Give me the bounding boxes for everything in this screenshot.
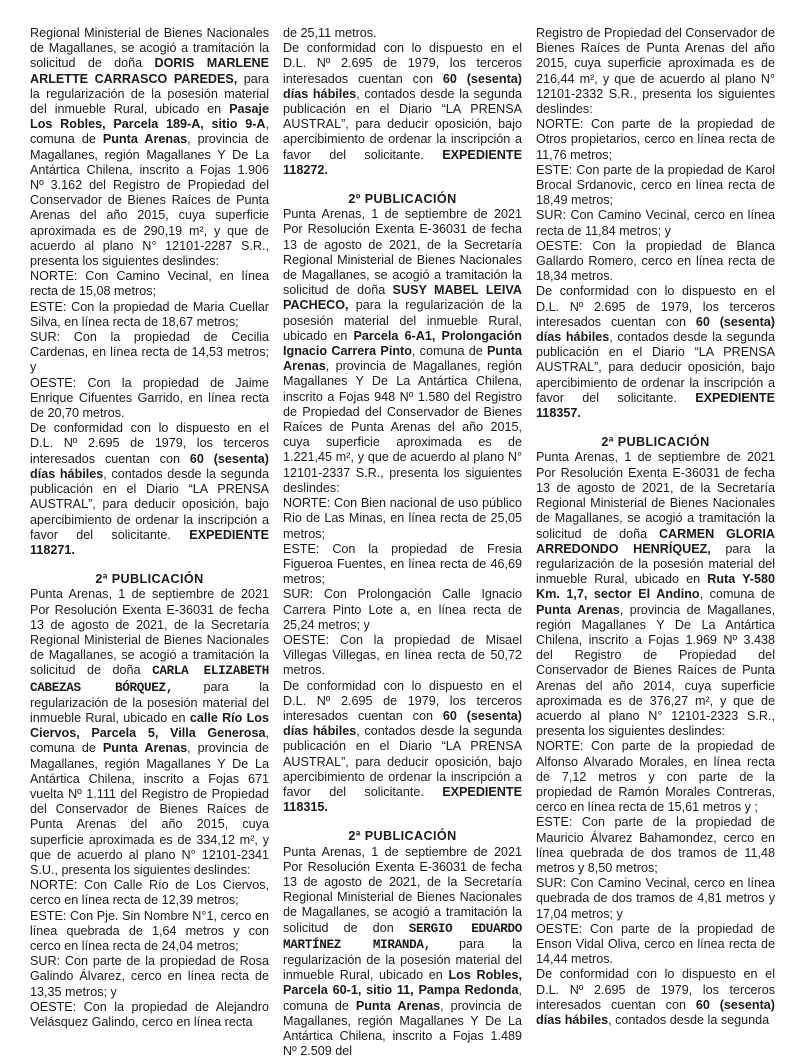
notice-paragraph bbox=[536, 739, 775, 815]
bold-text: Punta Arenas bbox=[536, 602, 620, 617]
text-run: NORTE: Con parte de la propiedad de Otros propietarios, cerco en línea recta de 11,76 metros; bbox=[536, 117, 775, 162]
bold-text: calle Río Los Ciervos, Parcela 5, Villa Generosa bbox=[30, 710, 269, 741]
text-run: ESTE: Con parte de la propiedad de Karol Brocal Srdanovic, cerco en línea recta de 18,49 metros; bbox=[536, 162, 775, 208]
text-run: para la regularización de la posesión material del inmueble Rural, ubicado en bbox=[30, 679, 269, 725]
notice-paragraph bbox=[283, 41, 522, 178]
text-run: De conformidad con lo dispuesto en el D.L. Nº 2.695 de 1979, los terceros interesados cuentan con bbox=[536, 284, 775, 329]
publication-heading bbox=[283, 192, 522, 207]
notice-paragraph bbox=[30, 954, 269, 1000]
bold-text: CARMEN GLORIA ARREDONDO HENRÍQUEZ, bbox=[536, 526, 775, 556]
text-run: SUR: Con Camino Vecinal, cerco en línea quebrada de dos tramos de 4,81 metros y 17,04 metros; y bbox=[536, 876, 775, 921]
text-run: OESTE: Con parte de la propiedad de Enson Vidal Oliva, cerco en línea recta de 14,44 metros. bbox=[536, 921, 775, 967]
text-run: , contados desde la segunda publicación en el Diario “LA PRENSA AUSTRAL”, para deducir oposición, bajo apercibimiento de ordenar la inscripción a favor del solicitante. bbox=[283, 86, 522, 162]
bold-text: 60 (sesenta) días hábiles bbox=[283, 71, 522, 101]
notice-paragraph bbox=[30, 269, 269, 299]
text-run: OESTE: Con la propiedad de Misael Villegas Villegas, en línea recta de 50,72 metros. bbox=[283, 632, 522, 678]
notice-paragraph bbox=[30, 300, 269, 330]
text-run: , comuna de bbox=[30, 117, 269, 147]
notice-paragraph bbox=[283, 679, 522, 816]
text-run: De conformidad con lo dispuesto en el D.L. Nº 2.695 de 1979, los terceros interesados cuentan con bbox=[536, 967, 775, 1012]
bold-text: SUSY MABEL LEIVA PACHECO, bbox=[283, 283, 522, 313]
notice-paragraph bbox=[536, 284, 775, 421]
column-middle bbox=[283, 26, 523, 1059]
text-run: para la regularización de la posesión material del inmueble Rural, ubicado en bbox=[536, 541, 775, 587]
notice-paragraph bbox=[536, 815, 775, 876]
bold-text: EXPEDIENTE 118357. bbox=[536, 390, 775, 421]
notice-paragraph bbox=[30, 376, 269, 422]
text-run: Regional Ministerial de Bienes Nacionales de Magallanes, se acogió a tramitación la solicitud de doña bbox=[30, 26, 269, 71]
text-run: para la regularización de la posesión material del inmueble Rural, ubicado en bbox=[283, 936, 522, 983]
text-run: , comuna de bbox=[30, 726, 269, 756]
text-run: De conformidad con lo dispuesto en el D.L. Nº 2.695 de 1979, los terceros interesados cuentan con bbox=[283, 41, 522, 86]
bold-text: EXPEDIENTE 118315. bbox=[283, 784, 522, 815]
notice-paragraph bbox=[283, 587, 522, 633]
bold-text: Punta Arenas bbox=[102, 741, 188, 756]
text-run: De conformidad con lo dispuesto en el D.L. Nº 2.695 de 1979, los terceros interesados cuentan con bbox=[283, 678, 522, 723]
notice-paragraph bbox=[30, 330, 269, 376]
text-run: SUR: Con parte de la propiedad de Rosa Galindo Álvarez, cerco en línea recta de 13,35 metros; y bbox=[30, 954, 269, 999]
text-run: , provincia de Magallanes, región Magallanes Y De La Antártica Chilena, inscrito a Fojas 948 Nº 1.580 del Registro de Propiedad del Conservador de Bienes Raíces de Punta Arenas del año 2015, cuya superficie aproximada es de 1.221,45 m², y que de acuerdo al plano N° 12101-2337 S.R., presenta los siguientes deslindes: bbox=[283, 359, 522, 495]
column-left bbox=[30, 26, 270, 1029]
bold-text: Parcela 6-A1, Prolongación Ignacio Carrera Pinto bbox=[283, 328, 523, 359]
text-run: 2º PUBLICACIÓN bbox=[348, 192, 457, 207]
column-right bbox=[536, 26, 776, 1027]
text-run: NORTE: Con parte de la propiedad de Alfonso Alvarado Morales, en línea recta de 7,12 metros y con parte de la propiedad de Ramón Morales Contreras, cerco en línea recta de 15,61 metros y ; bbox=[536, 739, 775, 815]
text-run: , comuna de bbox=[283, 983, 522, 1013]
text-run: 2ª PUBLICACIÓN bbox=[601, 435, 710, 450]
text-run: ESTE: Con la propiedad de Maria Cuellar Silva, en línea recta de 18,67 metros; bbox=[30, 299, 269, 329]
text-run: , contados desde la segunda publicación en el Diario “LA PRENSA AUSTRAL”, para deducir oposición, bajo apercibimiento de ordenar la inscripción a favor del solicitante. bbox=[30, 466, 269, 542]
text-run: ESTE: Con la propiedad de Fresia Figueroa Fuentes, en línea recta de 46,69 metros; bbox=[283, 541, 522, 587]
text-run: , contados desde la segunda bbox=[608, 1013, 770, 1027]
text-run: SUR: Con Prolongación Calle Ignacio Carrera Pinto Lote a, en línea recta de 25,24 metros; y bbox=[283, 587, 522, 632]
notice-paragraph bbox=[536, 117, 775, 163]
text-run: SUR: Con la propiedad de Cecilia Cardenas, en línea recta de 14,53 metros; y bbox=[30, 330, 269, 375]
text-run: Punta Arenas, 1 de septiembre de 2021 Por Resolución Exenta E-36031 de fecha 13 de agosto de 2021, de la Secretaría Regional Ministerial de Bienes Nacionales de Magallanes, se acogió a tramitación la solicitud de doña bbox=[30, 587, 269, 678]
bold-text: Pasaje Los Robles, Parcela 189-A, sitio 9-A bbox=[30, 102, 269, 132]
text-run: 2ª PUBLICACIÓN bbox=[348, 829, 457, 844]
notice-paragraph bbox=[30, 587, 269, 878]
text-run: NORTE: Con Camino Vecinal, en línea recta de 15,08 metros; bbox=[30, 269, 269, 299]
text-run: Punta Arenas, 1 de septiembre de 2021 Por Resolución Exenta E-36031 de fecha 13 de agosto de 2021, de la Secretaría Regional Ministerial de Bienes Nacionales de Magallanes, se acogió a tramitación la solicitud de doña bbox=[536, 450, 775, 541]
text-run: Punta Arenas, 1 de septiembre de 2021 Por Resolución Exenta E-36031 de fecha 13 de agosto de 2021, de la Secretaría Regional Ministerial de Bienes Nacionales de Magallanes, se acogió a tramitación la solicitud de doña bbox=[283, 207, 522, 298]
text-run: para la regularización de la posesión material del inmueble Rural, ubicado en bbox=[283, 298, 522, 343]
notice-paragraph bbox=[30, 26, 269, 269]
text-run: , provincia de Magallanes, región Magallanes Y De La Antártica Chilena, inscrito a Fojas 1.906 Nº 3.162 del Registro de Propiedad del Conservador de Bienes Raíces de Punta Arenas del año 2015, cuya superficie aproximada es de 290,19 m², y que de acuerdo al plano N° 12101-2287 S.R., presenta los siguientes deslindes: bbox=[30, 132, 270, 269]
text-run: 2ª PUBLICACIÓN bbox=[95, 572, 204, 587]
notice-paragraph bbox=[30, 1000, 269, 1030]
text-run: para la regularización de la posesión material del inmueble Rural, ubicado en bbox=[30, 71, 269, 117]
bold-text: Los Robles, Parcela 60-1, sitio 11, Pampa Redonda bbox=[283, 968, 523, 998]
bold-text: 60 (sesenta) días hábiles bbox=[536, 997, 775, 1027]
notice-paragraph bbox=[283, 633, 522, 679]
text-run: , comuna de bbox=[411, 344, 488, 359]
text-run: OESTE: Con la propiedad de Blanca Gallardo Romero, cerco en línea recta de 18,34 metros. bbox=[536, 238, 775, 284]
bold-text: 60 (sesenta) días hábiles bbox=[536, 314, 775, 345]
notice-paragraph bbox=[283, 542, 522, 588]
publication-heading bbox=[536, 435, 775, 450]
text-run: de 25,11 metros. bbox=[283, 26, 377, 40]
text-run: , provincia de Magallanes, región Magallanes Y De La Antártica Chilena, inscrito a Fojas 1.969 Nº 3.438 del Registro de Propiedad del Conservador de Bienes Raíces de Punta Arenas del año 2014, cuya superficie aproximada es de 376,27 m², y que de acuerdo al plano N° 12101-2323 S.R., presenta los siguientes deslindes: bbox=[536, 602, 776, 739]
notice-paragraph bbox=[536, 967, 775, 1028]
text-run: ESTE: Con Pje. Sin Nombre N°1, cerco en línea quebrada de 1,64 metros y con cerco en línea recta de 24,04 metros; bbox=[30, 908, 269, 953]
bold-text: Ruta Y-580 Km. 1,7, sector El Andino bbox=[536, 572, 776, 602]
text-run: Punta Arenas, 1 de septiembre de 2021 Por Resolución Exenta E-36031 de fecha 13 de agosto de 2021, de la Secretaría Regional Ministerial de Bienes Nacionales de Magallanes, se acogió a tramitación la solicitud de don bbox=[283, 844, 522, 935]
notice-paragraph bbox=[536, 163, 775, 209]
text-run: , provincia de Magallanes, región Magallanes Y De La Antártica Chilena, inscrito a Fojas 1.489 Nº 2.509 del bbox=[283, 998, 523, 1059]
bold-text: EXPEDIENTE 118271. bbox=[30, 527, 269, 557]
text-run: OESTE: Con la propiedad de Jaime Enrique Cifuentes Garrido, en línea recta de 20,70 metros. bbox=[30, 375, 269, 421]
publication-heading bbox=[283, 829, 522, 844]
text-run: , contados desde la segunda publicación en el Diario “LA PRENSA AUSTRAL”, para deducir oposición, bajo apercibimiento de ordenar la inscripción a favor del solicitante. bbox=[283, 724, 522, 799]
notice-paragraph bbox=[283, 845, 522, 1059]
text-run: NORTE: Con Bien nacional de uso público Rio de Las Minas, en línea recta de 25,05 metros; bbox=[283, 496, 522, 541]
notice-paragraph bbox=[536, 208, 775, 238]
notice-paragraph bbox=[283, 26, 522, 41]
bold-text: 60 (sesenta) días hábiles bbox=[30, 451, 269, 481]
bold-text: Punta Arenas bbox=[283, 344, 522, 374]
bold-text: SERGIO EDUARDO MARTÍNEZ MIRANDA, bbox=[283, 921, 522, 952]
notice-paragraph bbox=[536, 876, 775, 922]
notice-paragraph bbox=[536, 450, 775, 739]
bold-text: Punta Arenas bbox=[355, 998, 441, 1013]
bold-text: EXPEDIENTE 118272. bbox=[283, 147, 522, 177]
bold-text: 60 (sesenta) días hábiles bbox=[283, 708, 522, 739]
text-run: NORTE: Con Calle Río de Los Ciervos, cerco en línea recta de 12,39 metros; bbox=[30, 878, 269, 908]
notice-paragraph bbox=[536, 26, 775, 117]
notice-paragraph bbox=[30, 909, 269, 955]
bold-text: Punta Arenas bbox=[102, 132, 188, 147]
text-run: ESTE: Con parte de la propiedad de Mauricio Álvarez Bahamondez, cerco en línea quebrada de dos tramos de 11,48 metros y 8,50 metros; bbox=[536, 815, 775, 875]
notice-paragraph bbox=[283, 496, 522, 542]
text-run: OESTE: Con la propiedad de Alejandro Velásquez Galindo, cerco en línea recta bbox=[30, 999, 269, 1029]
notice-paragraph bbox=[536, 239, 775, 285]
publication-heading bbox=[30, 572, 269, 587]
bold-text: CARLA ELIZABETH CABEZAS BÓRQUEZ, bbox=[30, 664, 269, 695]
notice-paragraph bbox=[30, 421, 269, 558]
notice-paragraph bbox=[536, 922, 775, 968]
notice-paragraph bbox=[283, 207, 522, 496]
text-run: SUR: Con Camino Vecinal, cerco en línea recta de 11,84 metros; y bbox=[536, 208, 775, 238]
text-run: Registro de Propiedad del Conservador de Bienes Raíces de Punta Arenas del año 2015, cuya superficie aproximada es de 216,44 m², y que de acuerdo al plano N° 12101-2332 S.R., presenta los siguientes deslindes: bbox=[536, 26, 775, 117]
notice-paragraph bbox=[30, 878, 269, 908]
text-run: , provincia de Magallanes, región Magallanes Y De La Antártica Chilena, inscrito a Fojas 671 vuelta Nº 1.111 del Registro de Propiedad del Conservador de Bienes Raíces de Punta Arenas del año 2015, cuya superficie aproximada es de 334,12 m², y que de acuerdo al plano N° 12101-2341 S.U., presenta los siguientes deslindes: bbox=[30, 741, 270, 877]
text-run: , contados desde la segunda publicación en el Diario “LA PRENSA AUSTRAL”, para deducir oposición, bajo apercibimiento de ordenar la inscripción a favor del solicitante. bbox=[536, 330, 775, 405]
text-run: De conformidad con lo dispuesto en el D.L. Nº 2.695 de 1979, los terceros interesados cuentan con bbox=[30, 421, 269, 466]
bold-text: DORIS MARLENE ARLETTE CARRASCO PAREDES, bbox=[30, 56, 269, 86]
legal-notices-page bbox=[30, 26, 776, 1059]
text-run: , comuna de bbox=[699, 587, 776, 602]
